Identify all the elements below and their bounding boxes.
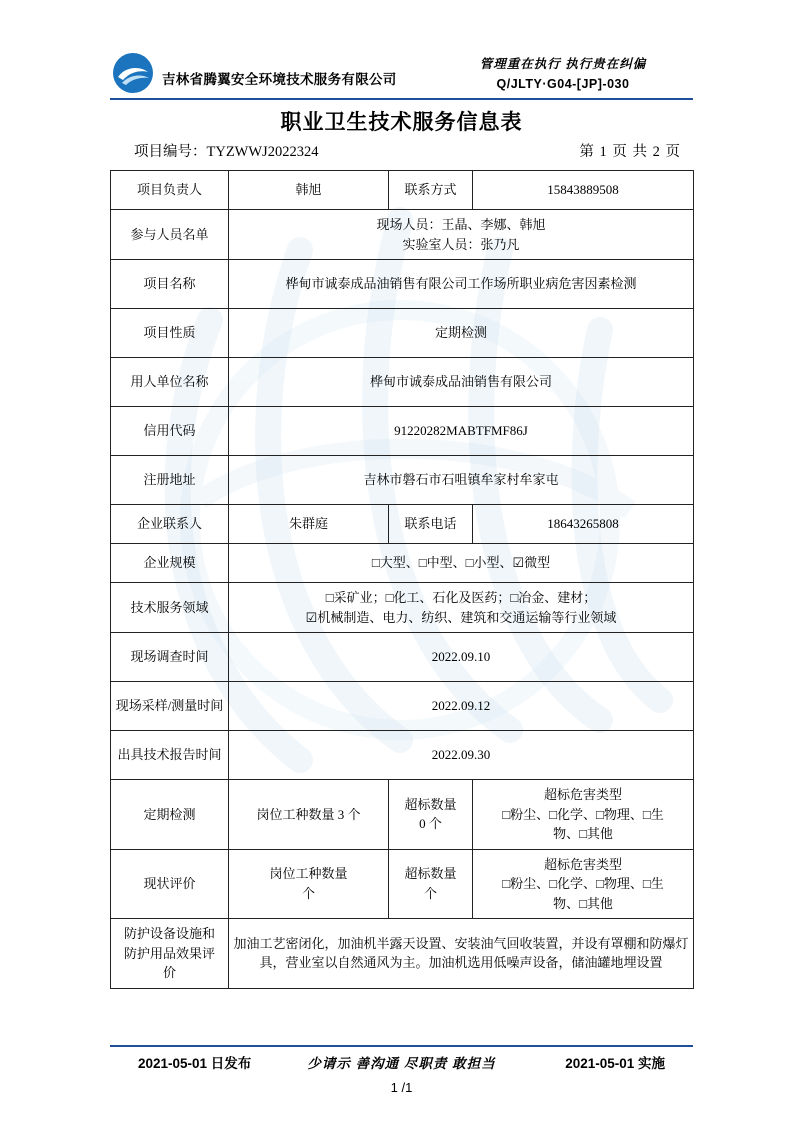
cell-value-contact: 15843889508 [473, 171, 694, 210]
table-row [111, 358, 694, 407]
cell-label-periodic-test: 定期检测 [111, 780, 229, 850]
footer-issue-date: 2021-05-01 日发布 [138, 1056, 252, 1071]
table-row [111, 919, 694, 989]
protection-label-line2: 防护用品效果评 [123, 945, 215, 961]
footer-slogan: 少请示 善沟通 尽职责 敢担当 [307, 1056, 496, 1071]
table-row [111, 309, 694, 358]
cell-status-exceed [389, 849, 473, 919]
table-row [111, 731, 694, 780]
document-header [110, 50, 693, 102]
table-row [111, 544, 694, 583]
company-logo-icon [110, 52, 156, 94]
project-number: 项目编号：TYZWWJ2022324 [134, 144, 319, 160]
cell-value-employer: 桦甸市诚泰成品油销售有限公司 [229, 358, 694, 407]
status-hazard-line1: □粉尘、□化学、□物理、□生 [502, 876, 664, 891]
periodic-exceed-value: 0 个 [419, 816, 442, 832]
cell-value-project-name: 桦甸市诚泰成品油销售有限公司工作场所职业病危害因素检测 [229, 260, 694, 309]
cell-label-project-type: 项目性质 [111, 309, 229, 358]
status-exceed-label: 超标数量 [404, 866, 457, 882]
cell-label-address: 注册地址 [111, 456, 229, 505]
cell-label-company-scale: 企业规模 [111, 544, 229, 583]
cell-label-credit-code: 信用代码 [111, 407, 229, 456]
periodic-hazard-line1: □粉尘、□化学、□物理、□生 [502, 806, 664, 822]
cell-value-protection-eval: 加油工艺密闭化，加油机半露天设置、安装油气回收装置，并设有罩棚和防爆灯具，营业室以自然通风为主。加油机选用低噪声设备，储油罐地埋设置 [229, 919, 694, 989]
periodic-hazard-title: 超标危害类型 [543, 787, 622, 802]
cell-value-service-field [229, 583, 694, 633]
header-slogan: 管理重在执行 执行贵在纠偏 [479, 57, 647, 71]
table-row [111, 849, 694, 919]
cell-value-project-leader: 韩旭 [229, 171, 389, 210]
status-exceed-value: 个 [423, 885, 437, 901]
cell-label-employer: 用人单位名称 [111, 358, 229, 407]
status-hazard-line2: 物、□其他 [553, 895, 613, 911]
cell-label-service-field: 技术服务领域 [111, 583, 229, 633]
periodic-exceed-label: 超标数量 [404, 796, 457, 812]
page-title: 职业卫生技术服务信息表 [280, 111, 523, 134]
cell-value-report-date: 2022.09.30 [229, 731, 694, 780]
cell-value-company-contact: 朱群庭 [229, 505, 389, 544]
cell-label-company-phone: 联系电话 [389, 505, 473, 544]
header-right-block [433, 54, 693, 91]
cell-value-participants [229, 210, 694, 260]
table-row [111, 633, 694, 682]
status-hazard-title: 超标危害类型 [543, 856, 622, 872]
cell-value-company-scale: □大型、□中型、□小型、☑微型 [229, 544, 694, 583]
cell-value-survey-date: 2022.09.10 [229, 633, 694, 682]
cell-value-address: 吉林市磐石市石咀镇牟家村牟家屯 [229, 456, 694, 505]
participants-site: 现场人员：王晶、李娜、韩旭 [376, 217, 546, 232]
cell-label-report-date: 出具技术报告时间 [111, 731, 229, 780]
page-indicator: 第 1 页 共 2 页 [579, 144, 681, 160]
cell-label-project-leader: 项目负责人 [111, 171, 229, 210]
document-footer [110, 1052, 693, 1076]
subheader-line [110, 140, 693, 162]
table-row [111, 171, 694, 210]
cell-periodic-hazard-type [473, 780, 694, 850]
cell-periodic-exceed [389, 780, 473, 850]
periodic-hazard-line2: 物、□其他 [553, 826, 613, 841]
info-table [110, 170, 694, 989]
service-field-line1: □采矿业；□化工、石化及医药；□冶金、建材； [325, 590, 597, 605]
table-row [111, 505, 694, 544]
company-name: 吉林省腾翼安全环境技术服务有限公司 [162, 72, 397, 87]
header-divider [110, 98, 693, 100]
table-row [111, 210, 694, 260]
cell-label-participants: 参与人员名单 [111, 210, 229, 260]
document-code: Q/JLTY·G04-[JP]-030 [496, 77, 630, 91]
table-row [111, 682, 694, 731]
cell-periodic-jobcount: 岗位工种数量 3 个 [229, 780, 389, 850]
cell-label-status-eval: 现状评价 [111, 849, 229, 919]
cell-label-survey-date: 现场调查时间 [111, 633, 229, 682]
protection-label-line3: 价 [162, 965, 176, 980]
cell-value-company-phone: 18643265808 [473, 505, 694, 544]
cell-value-project-type: 定期检测 [229, 309, 694, 358]
footer-effective-date: 2021-05-01 实施 [565, 1056, 665, 1071]
service-field-line2: ☑机械制造、电力、纺织、建筑和交通运输等行业领域 [305, 609, 617, 625]
cell-label-sampling-date: 现场采样/测量时间 [111, 682, 229, 731]
footer-page-number: 1 /1 [390, 1080, 413, 1095]
cell-label-protection-eval [111, 919, 229, 989]
cell-status-jobcount [229, 849, 389, 919]
footer-divider [110, 1045, 693, 1047]
cell-label-contact: 联系方式 [389, 171, 473, 210]
table-row [111, 780, 694, 850]
protection-label-line1: 防护设备设施和 [123, 926, 215, 941]
cell-label-project-name: 项目名称 [111, 260, 229, 309]
table-row [111, 583, 694, 633]
participants-lab: 实验室人员：张乃凡 [402, 236, 520, 252]
table-row [111, 456, 694, 505]
cell-value-sampling-date: 2022.09.12 [229, 682, 694, 731]
table-row [111, 260, 694, 309]
status-jobcount-value: 个 [301, 885, 315, 901]
cell-value-credit-code: 91220282MABTFMF86J [229, 407, 694, 456]
cell-status-hazard-type [473, 849, 694, 919]
table-row [111, 407, 694, 456]
cell-label-company-contact: 企业联系人 [111, 505, 229, 544]
status-jobcount-label: 岗位工种数量 [269, 866, 348, 882]
